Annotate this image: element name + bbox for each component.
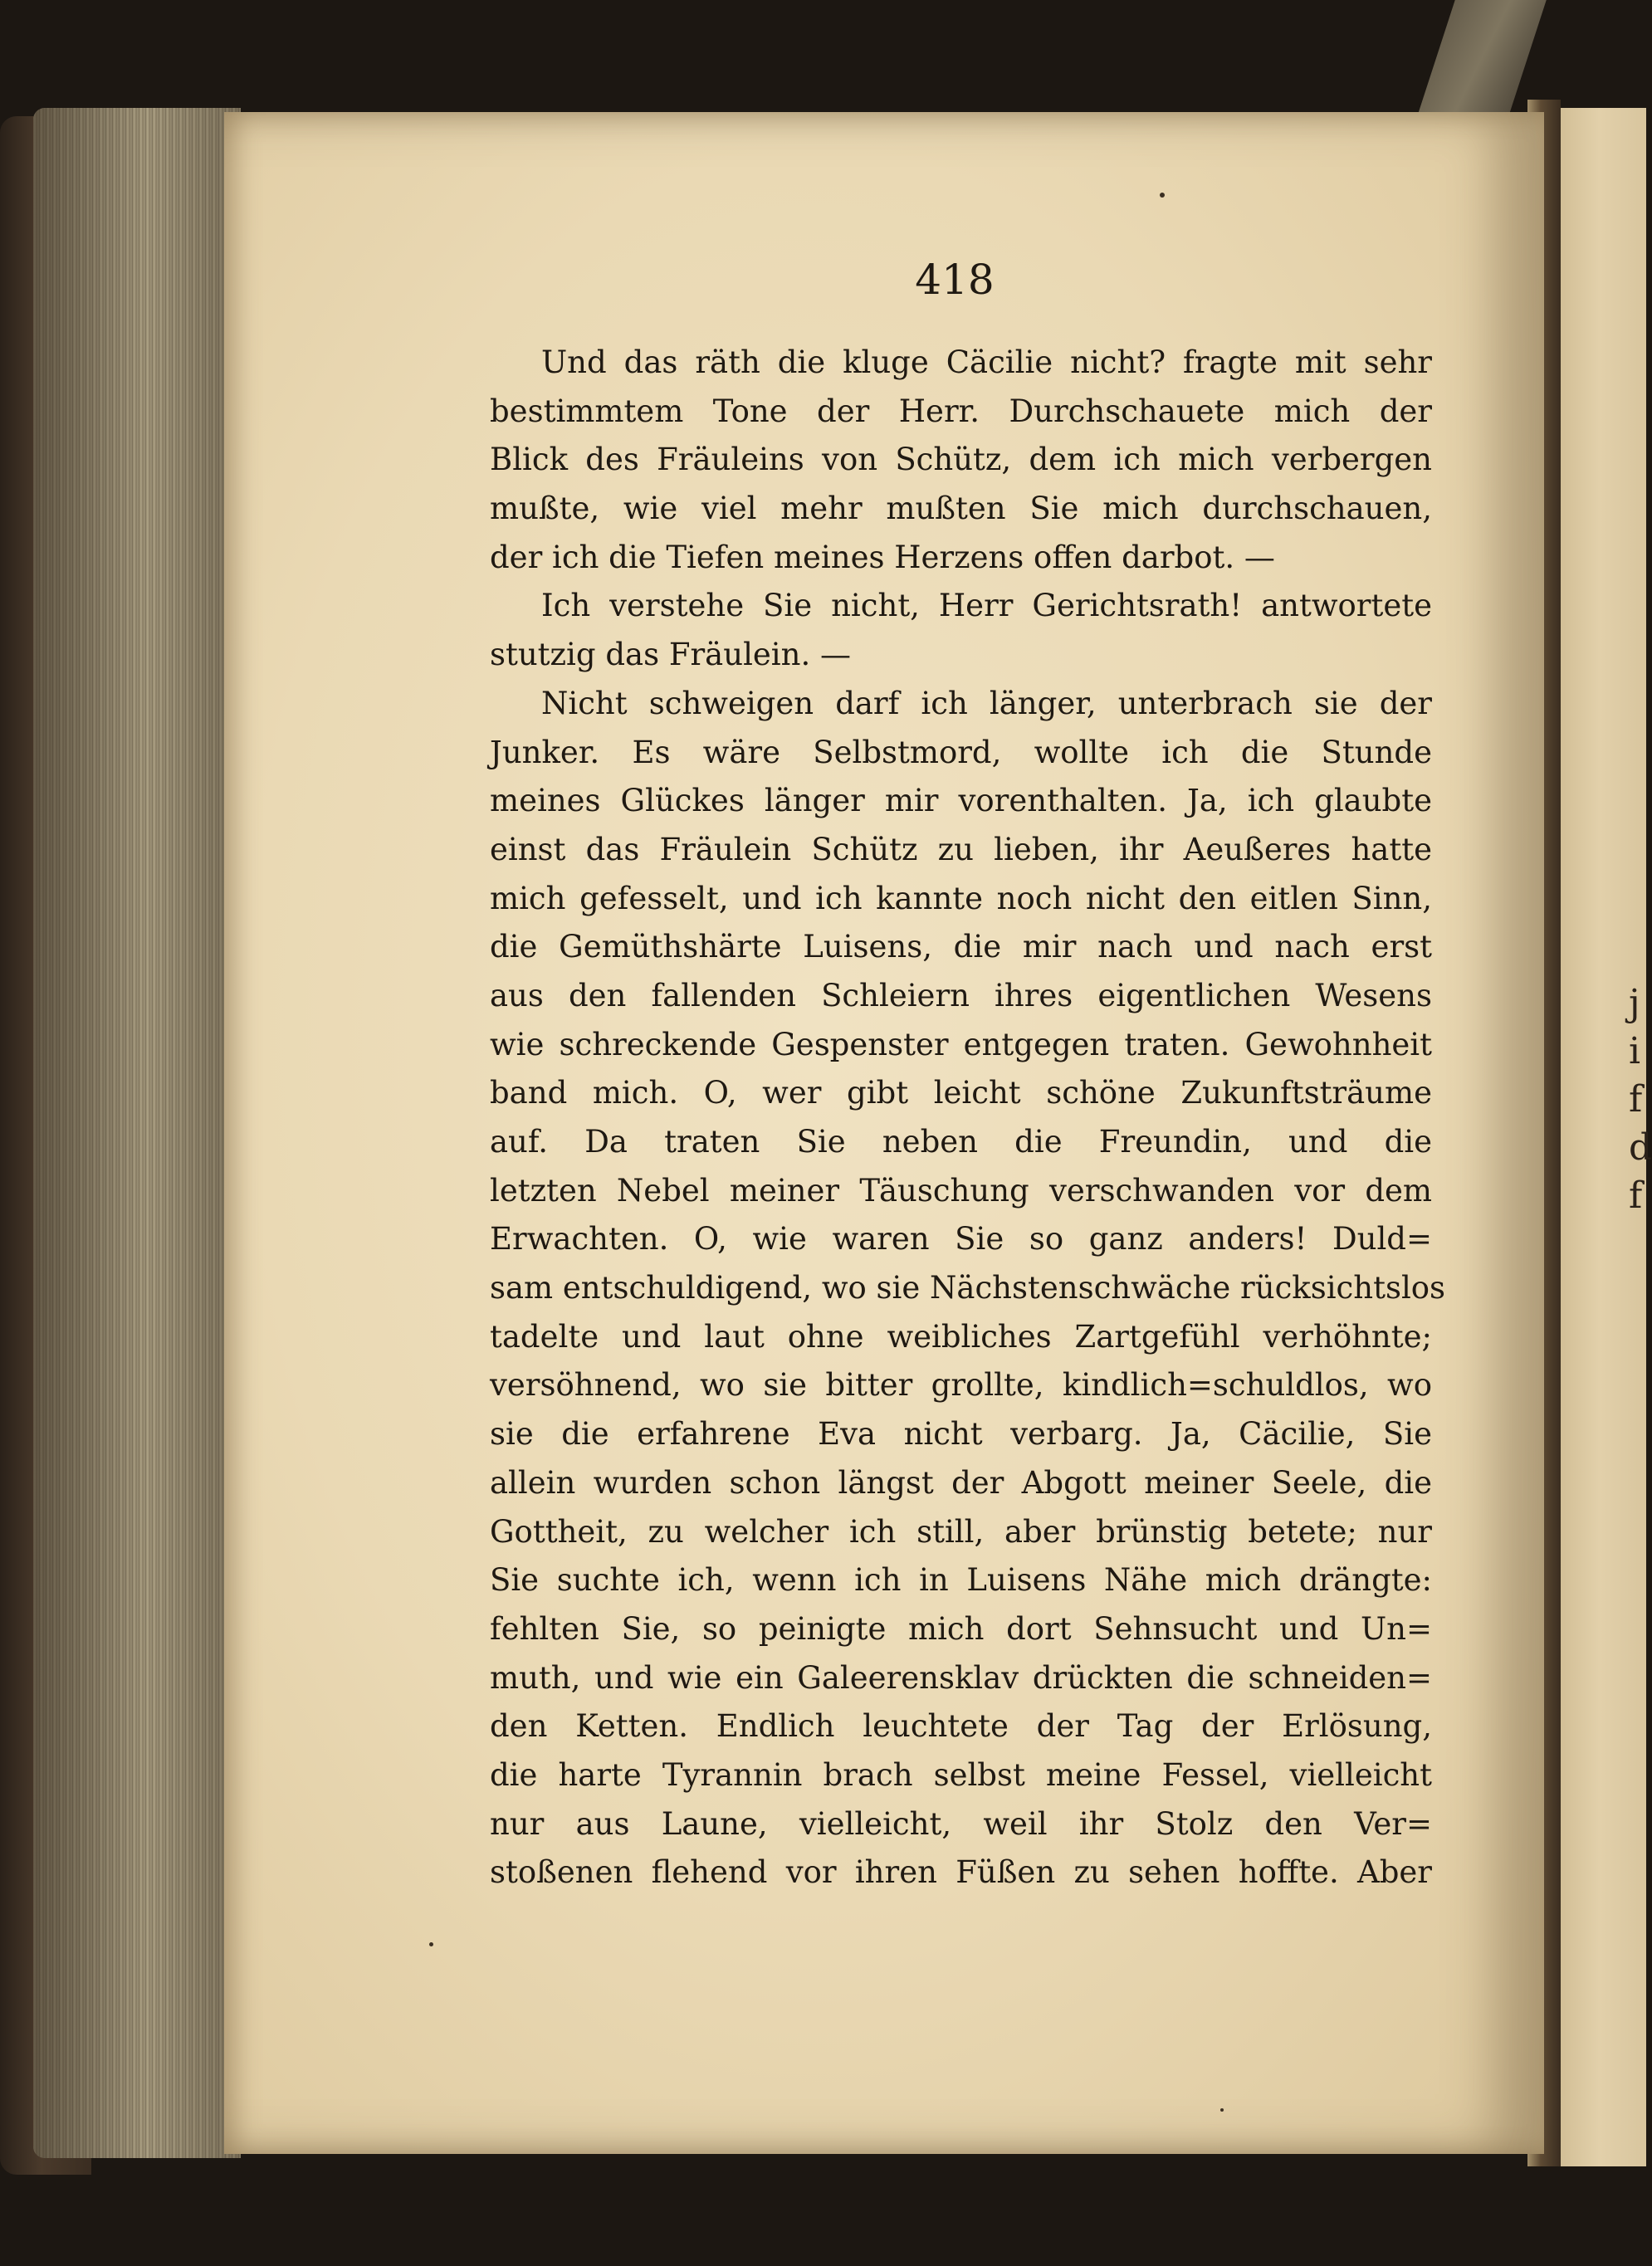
text-line: meines Glückes länger mir vorenthalten. Ja, ich glaubte: [490, 783, 1432, 819]
text-line: aus den fallenden Schleiern ihres eigentlichen Wesens: [490, 977, 1432, 1013]
text-line: Junker. Es wäre Selbstmord, wollte ich die Stunde: [490, 734, 1432, 770]
text-line: bestimmtem Tone der Herr. Durchschauete mich der: [490, 393, 1432, 429]
text-line: stutzig das Fräulein. —: [490, 637, 851, 673]
text-line: sam entschuldigend, wo sie Nächstenschwäche rücksichtslos: [490, 1270, 1446, 1306]
text-line: letzten Nebel meiner Täuschung verschwanden vor dem: [490, 1172, 1432, 1209]
text-line: Ich verstehe Sie nicht, Herr Gerichtsrath! antwortete: [541, 588, 1432, 624]
text-line: Erwachten. O, wie waren Sie so ganz anders! Duld=: [490, 1221, 1432, 1258]
text-line: Blick des Fräuleins von Schütz, dem ich mich verbergen: [490, 442, 1432, 478]
text-line: muth, und wie ein Galeerensklav drückten die schneiden=: [490, 1659, 1432, 1696]
text-line: wie schreckende Gespenster entgegen traten. Gewohnheit: [490, 1026, 1432, 1062]
page-stack-shadow: [33, 108, 241, 2158]
text-line: versöhnend, wo sie bitter grollte, kindlich=schuldlos, wo: [490, 1367, 1432, 1404]
text-line: der ich die Tiefen meines Herzens offen darbot. —: [490, 539, 1275, 575]
text-line: mich gefesselt, und ich kannte noch nicht den eitlen Sinn,: [490, 880, 1432, 916]
text-line: stoßenen flehend vor ihren Füßen zu sehen hoffte. Aber: [490, 1854, 1432, 1891]
bookmark-ribbon: [1417, 0, 1546, 116]
text-line: tadelte und laut ohne weibliches Zartgefühl verhöhnte;: [490, 1318, 1432, 1355]
facing-page-edge-letters: j i f d f: [1629, 982, 1652, 1217]
text-line: mußte, wie viel mehr mußten Sie mich durchschauen,: [490, 491, 1432, 527]
text-line: die Gemüthshärte Luisens, die mir nach und nach erst: [490, 929, 1432, 965]
text-line: die harte Tyrannin brach selbst meine Fessel, vielleicht: [490, 1756, 1432, 1793]
paper-speck: [1220, 2108, 1224, 2112]
text-line: band mich. O, wer gibt leicht schöne Zukunftsträume: [490, 1075, 1432, 1111]
text-line: Gottheit, zu welcher ich still, aber brünstig betete; nur: [490, 1513, 1432, 1550]
paper-speck: [429, 1942, 433, 1946]
page-number: 418: [915, 256, 995, 304]
text-line: Nicht schweigen darf ich länger, unterbrach sie der: [541, 685, 1432, 721]
text-line: auf. Da traten Sie neben die Freundin, und die: [490, 1124, 1432, 1160]
text-line: einst das Fräulein Schütz zu lieben, ihr Aeußeres hatte: [490, 831, 1432, 867]
text-line: Und das räth die kluge Cäcilie nicht? fragte mit sehr: [541, 344, 1432, 380]
page-body-text: [490, 339, 1446, 1897]
paper-speck: [1160, 193, 1165, 198]
text-line: allein wurden schon längst der Abgott meiner Seele, die: [490, 1464, 1432, 1501]
text-line: den Ketten. Endlich leuchtete der Tag der Erlösung,: [490, 1708, 1432, 1745]
text-line: fehlten Sie, so peinigte mich dort Sehnsucht und Un=: [490, 1610, 1432, 1647]
text-line: Sie suchte ich, wenn ich in Luisens Nähe mich drängte:: [490, 1562, 1432, 1599]
text-line: nur aus Laune, vielleicht, weil ihr Stolz den Ver=: [490, 1805, 1432, 1842]
text-line: sie die erfahrene Eva nicht verbarg. Ja, Cäcilie, Sie: [490, 1416, 1432, 1453]
